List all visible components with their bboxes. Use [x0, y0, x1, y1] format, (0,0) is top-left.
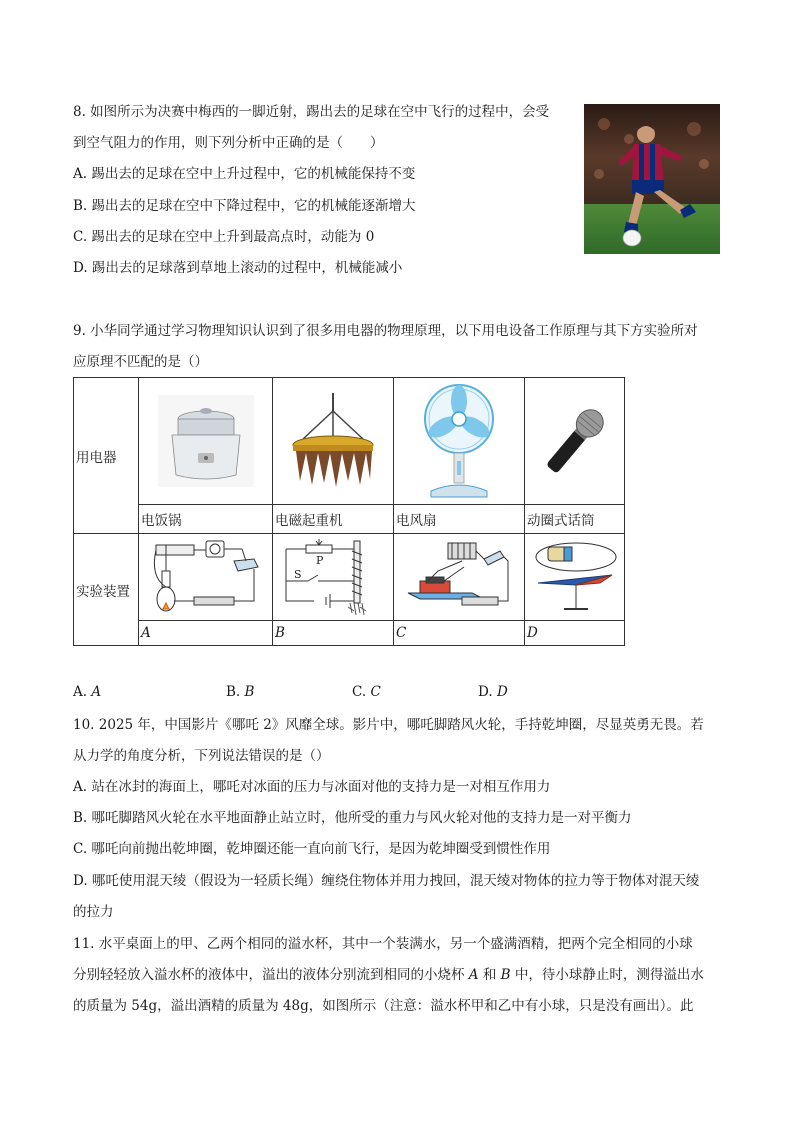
- apparatus-c-cell: [394, 534, 525, 621]
- apparatus-letter-b: B: [273, 621, 394, 646]
- electric-fan-image-cell: [394, 378, 525, 505]
- rice-cooker-image-cell: [139, 378, 273, 505]
- appliance-name-microphone: 动圈式话筒: [525, 505, 625, 534]
- q10-option-c: C. 哪吒向前抛出乾坤圈，乾坤圈还能一直向前飞行，是因为乾坤圈受到惯性作用: [73, 841, 551, 857]
- q10-option-b: B. 哪吒脚踏风火轮在水平地面静止站立时，他所受的重力与风火轮对他的支持力是一对平衡力: [73, 810, 632, 826]
- q9-option-a: A. A: [73, 684, 102, 700]
- microphone-icon: [540, 404, 610, 478]
- label-s: S: [294, 568, 302, 581]
- appliance-name-crane: 电磁起重机: [273, 505, 394, 534]
- row-label-appliance: 用电器: [74, 378, 139, 534]
- q9-stem-line1: 9. 小华同学通过学习物理知识认识到了很多用电器的物理原理，以下用电设备工作原理与其下方实验所对: [73, 323, 698, 339]
- q10-option-d-line1: D. 哪吒使用混天绫（假设为一轻质长绳）缠绕住物体并用力拽回，混天绫对物体的拉力等于物体对混天绫: [73, 873, 700, 889]
- rice-cooker-icon: [158, 395, 254, 487]
- apparatus-b-cell: [273, 534, 394, 621]
- appliance-name-rice-cooker: 电饭锅: [139, 505, 273, 534]
- q8-option-b: B. 踢出去的足球在空中下降过程中，它的机械能逐渐增大: [73, 198, 416, 214]
- q10-option-a: A. 站在冰封的海面上，哪吒对冰面的压力与冰面对他的支持力是一对相互作用力: [73, 779, 551, 795]
- q10-option-d-line2: 的拉力: [73, 904, 114, 920]
- electromagnetic-induction-diagram: [530, 537, 620, 617]
- soccer-player-photo: [584, 104, 720, 254]
- heating-experiment-diagram: [146, 537, 266, 617]
- q8-stem-line2: 到空气阻力的作用，则下列分析中正确的是（ ）: [73, 135, 384, 151]
- q9-option-d: D. D: [478, 684, 508, 700]
- q11-stem-line3: 的质量为 54g，溢出酒精的质量为 48g，如图所示（注意：溢水杯甲和乙中有小球，只是没有画出）。此: [73, 998, 694, 1014]
- q11-stem-line2: 分别轻轻放入溢水杯的液体中，溢出的液体分别流到相同的小烧杯 A 和 B 中，待小球静止时，测得溢出水: [73, 967, 704, 983]
- apparatus-letter-c: C: [394, 621, 525, 646]
- q8-option-a: A. 踢出去的足球在空中上升过程中，它的机械能保持不变: [73, 166, 416, 182]
- motor-experiment-diagram: [404, 537, 514, 617]
- apparatus-d-cell: [525, 534, 625, 621]
- appliance-table: [73, 377, 625, 646]
- q10-stem-line2: 从力学的角度分析，下列说法错误的是（）: [73, 748, 330, 764]
- apparatus-letter-a: A: [139, 621, 273, 646]
- electromagnetic-crane-image-cell: [273, 378, 394, 505]
- apparatus-letter-d: D: [525, 621, 625, 646]
- electromagnet-circuit-diagram: [278, 537, 388, 617]
- apparatus-a-cell: [139, 534, 273, 621]
- q8-option-c: C. 踢出去的足球在空中上升到最高点时，动能为 0: [73, 229, 375, 245]
- q8-option-d: D. 踢出去的足球落到草地上滚动的过程中，机械能减小: [73, 260, 403, 276]
- q9-option-c: C. C: [352, 684, 381, 700]
- electric-fan-icon: [421, 381, 497, 501]
- q8-stem-line1: 8. 如图所示为决赛中梅西的一脚近射，踢出去的足球在空中飞行的过程中，会受: [73, 104, 550, 120]
- q9-option-b: B. B: [226, 684, 255, 700]
- row-label-apparatus: 实验装置: [74, 534, 139, 646]
- appliance-name-fan: 电风扇: [394, 505, 525, 534]
- dynamic-microphone-image-cell: [525, 378, 625, 505]
- q10-stem-line1: 10. 2025 年，中国影片《哪吒 2》风靡全球。影片中，哪吒脚踏风火轮，手持乾坤圈，尽显英勇无畏。若: [73, 717, 704, 733]
- label-p: P: [316, 554, 324, 567]
- q9-stem-line2: 应原理不匹配的是（）: [73, 354, 208, 370]
- q11-stem-line1: 11. 水平桌面上的甲、乙两个相同的溢水杯，其中一个装满水，另一个盛满酒精，把两个完全相同的小球: [73, 936, 693, 952]
- electromagnet-crane-icon: [288, 391, 378, 491]
